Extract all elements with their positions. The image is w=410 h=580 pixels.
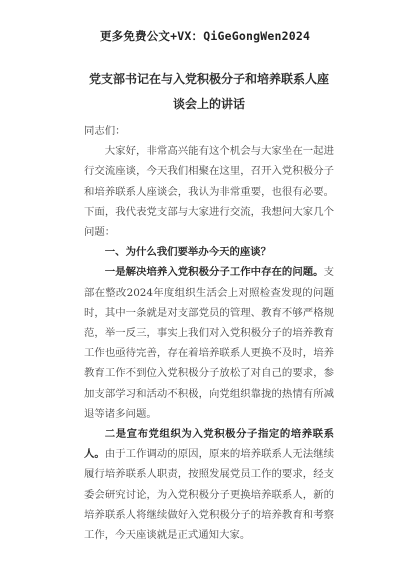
intro-paragraph: 大家好，非常高兴能有这个机会与大家坐在一起进行交流座谈，今天我们相聚在这里，召开入党积极分子和培养联系人座谈会，我认为非常重要，也很有必要。下面，我代表党支部与大家进行交流，我想问大家几个问题： (84, 145, 334, 239)
point-one-lead: 一是解决培养入党积极分子工作中存在的问题。 (104, 266, 324, 279)
document-title: 党支部书记在与入党积极分子和培养联系人座谈会上的讲话 (88, 72, 329, 111)
point-two-lead: 二是宣布党组织为入党积极分子指定的培养联系人。 (84, 428, 334, 461)
section-heading-1: 一、为什么我们要举办今天的座谈？ (104, 246, 272, 259)
point-one-paragraph (84, 262, 334, 424)
document-body (84, 121, 334, 545)
promo-header: 更多免费公文+VX：QiGeGongWen2024 (99, 29, 311, 43)
salutation: 同志们： (84, 125, 126, 137)
point-two-paragraph (84, 424, 334, 545)
point-two-text: 由于工作调动的原因，原来的培养联系人无法继续履行培养联系人职责，按照发展党员工作的要求，经支委会研究讨论，为入党积极分子更换培养联系人，新的培养联系人将继续做好入党积极分子的培养教育和考察工作，今天座谈就是正式通知大家。 (84, 448, 335, 542)
point-one-text: 支部在整改2024年度组织生活会上对照检查发现的问题时，其中一条就是对支部党员的管理、教育不够严格规范，举一反三，事实上我们对入党积极分子的培养教育工作也亟待完善，存在着培养联系人更换不及时，培养教育工作不到位入党积极分子放松了对自己的要求，参加支部学习和活动不积极，向党组织靠拢的热情有所减退等诸多问题。 (84, 266, 334, 420)
